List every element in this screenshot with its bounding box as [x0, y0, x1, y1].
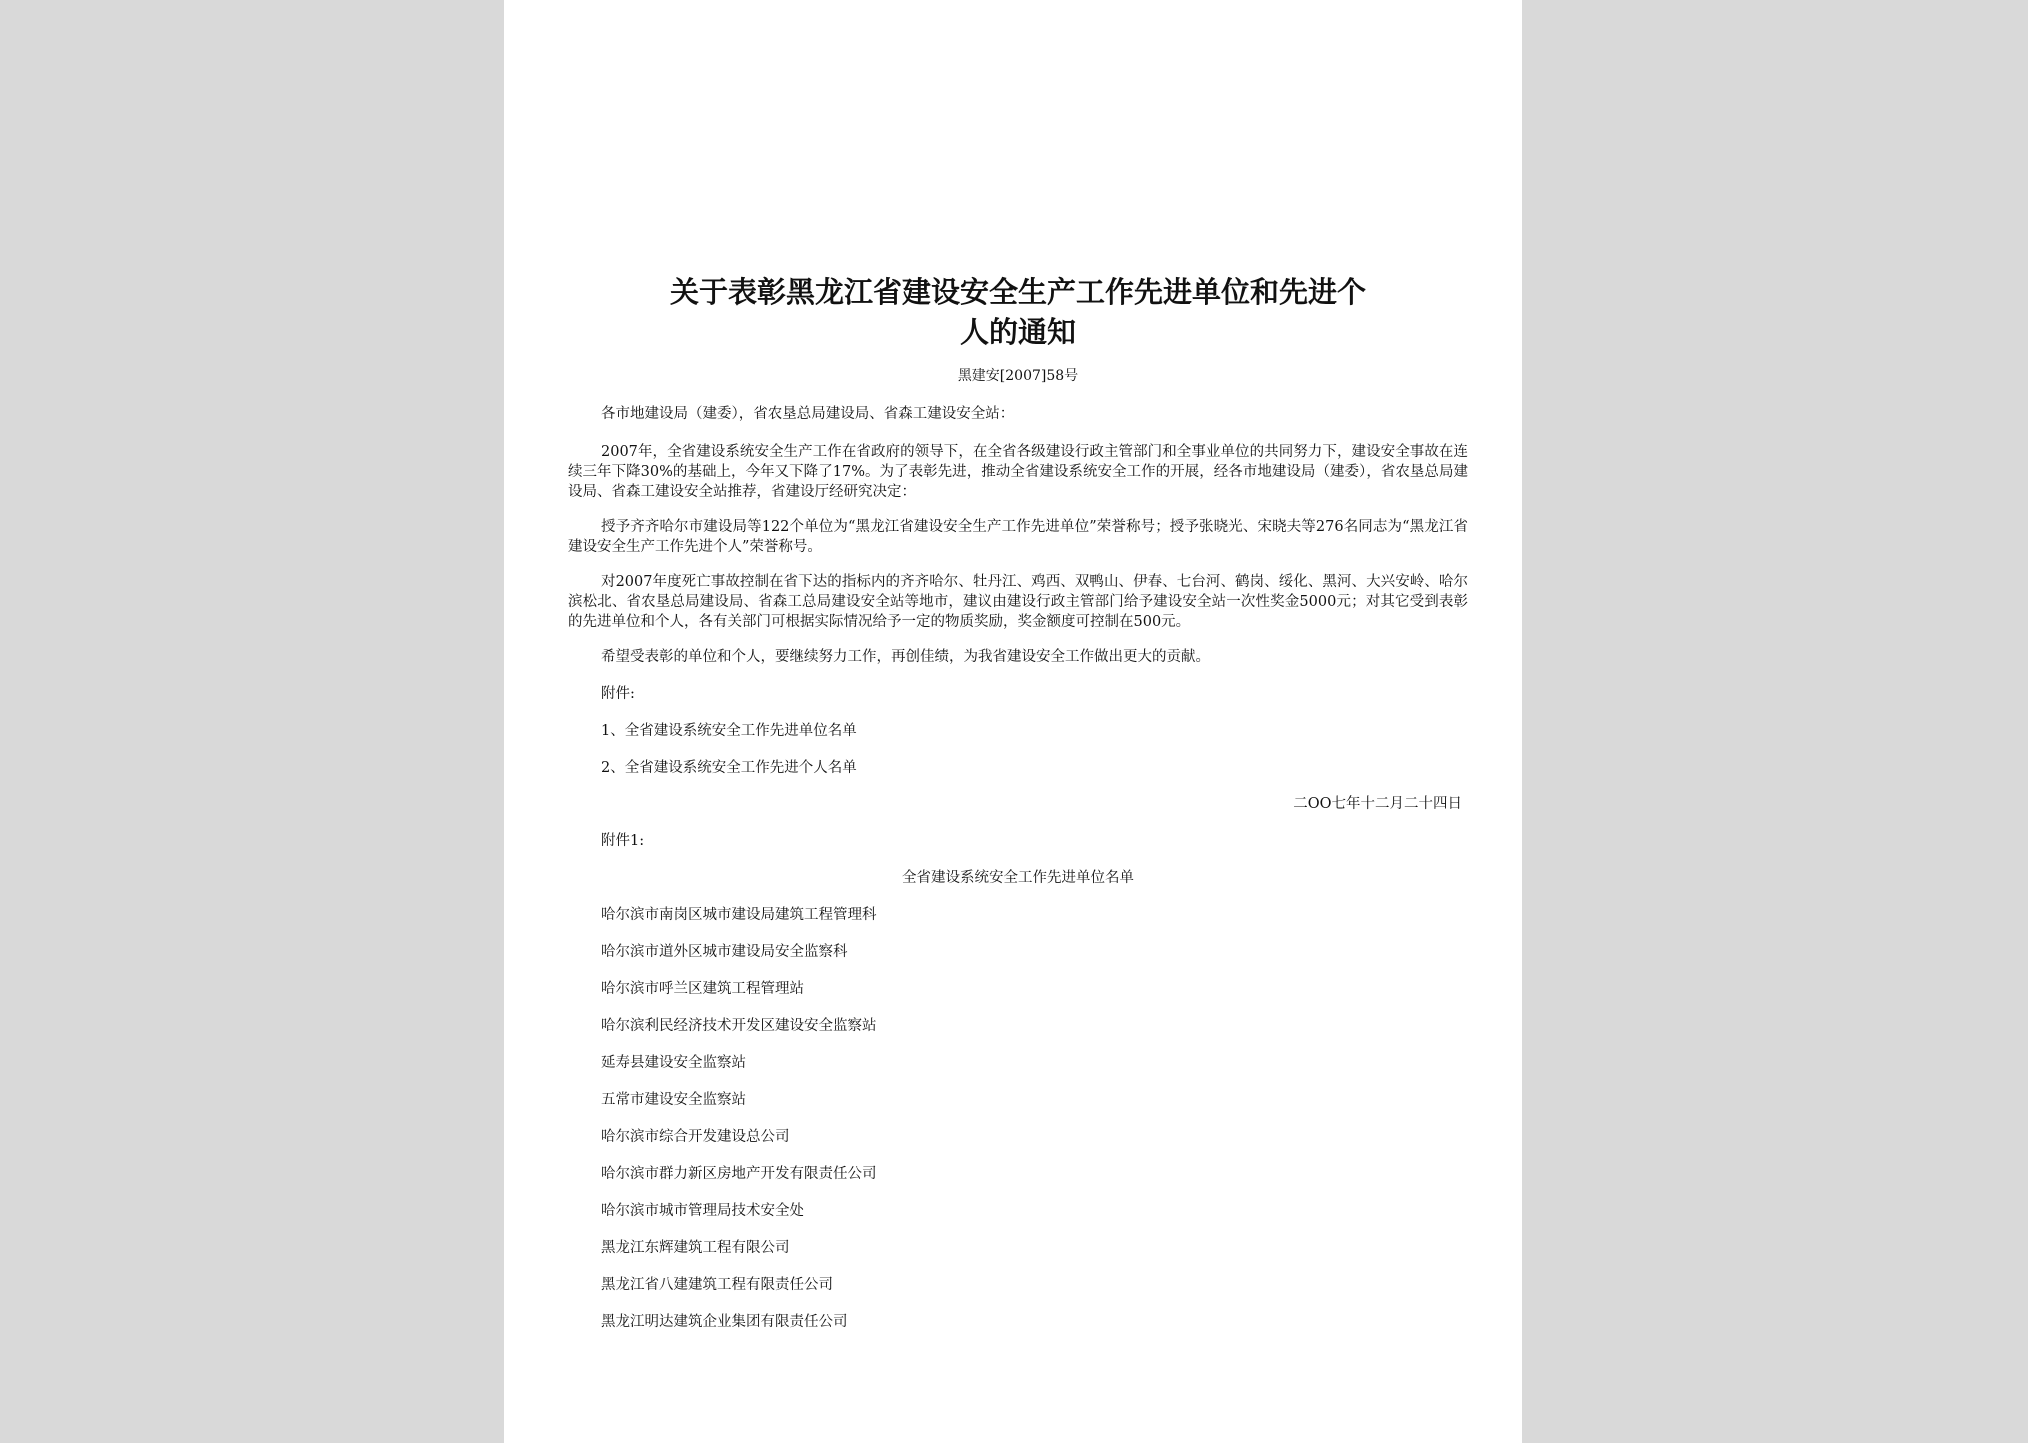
document-number: 黑建安[2007]58号	[957, 368, 1079, 384]
attachment-item: 1、全省建设系统安全工作先进单位名单	[601, 723, 857, 739]
list-item: 哈尔滨市综合开发建设总公司	[601, 1129, 790, 1145]
list-item: 哈尔滨利民经济技术开发区建设安全监察站	[601, 1018, 877, 1034]
list-item: 哈尔滨市呼兰区建筑工程管理站	[601, 981, 804, 997]
list-item: 黑龙江东辉建筑工程有限公司	[601, 1240, 790, 1256]
list-item: 黑龙江明达建筑企业集团有限责任公司	[601, 1314, 848, 1330]
list-item: 哈尔滨市道外区城市建设局安全监察科	[601, 944, 848, 960]
attachment-item: 2、全省建设系统安全工作先进个人名单	[601, 760, 857, 776]
attachments-label: 附件:	[601, 686, 635, 702]
salutation: 各市地建设局（建委），省农垦总局建设局、省森工建设安全站：	[601, 406, 1015, 422]
attachment1-label: 附件1:	[601, 833, 645, 849]
issue-date: 二OO七年十二月二十四日	[1293, 796, 1462, 812]
list-item: 黑龙江省八建建筑工程有限责任公司	[601, 1277, 833, 1293]
list-item: 哈尔滨市南岗区城市建设局建筑工程管理科	[601, 907, 877, 923]
document-title	[568, 272, 1468, 352]
paragraph: 2007年，全省建设系统安全生产工作在省政府的领导下，在全省各级建设行政主管部门和全事业单位的共同努力下，建设安全事故在连续三年下降30%的基础上，今年又下降了17%。为了表彰先进，推动全省建设系统安全工作的开展，经各市地建设局（建委），省农垦总局建设局、省森工建设安全站推荐，省建设厅经研究决定：	[568, 444, 1468, 500]
title-line-1: 关于表彰黑龙江省建设安全生产工作先进单位和先进个	[669, 275, 1366, 309]
paragraph: 对2007年度死亡事故控制在省下达的指标内的齐齐哈尔、牡丹江、鸡西、双鸭山、伊春、七台河、鹤岗、绥化、黑河、大兴安岭、哈尔滨松北、省农垦总局建设局、省森工总局建设安全站等地市，建议由建设行政主管部门给予建设安全站一次性奖金5000元；对其它受到表彰的先进单位和个人，各有关部门可根据实际情况给予一定的物质奖励，奖金额度可控制在500元。	[568, 574, 1468, 630]
paragraph: 希望受表彰的单位和个人，要继续努力工作，再创佳绩，为我省建设安全工作做出更大的贡献。	[601, 649, 1210, 665]
list-item: 五常市建设安全监察站	[601, 1092, 746, 1108]
list-item: 哈尔滨市城市管理局技术安全处	[601, 1203, 804, 1219]
title-line-2: 人的通知	[959, 315, 1076, 349]
unit-list	[568, 905, 1468, 1332]
attachment1-title: 全省建设系统安全工作先进单位名单	[902, 870, 1134, 886]
list-item: 哈尔滨市群力新区房地产开发有限责任公司	[601, 1166, 877, 1182]
list-item: 延寿县建设安全监察站	[601, 1055, 746, 1071]
document-body	[568, 272, 1468, 1349]
paragraph: 授予齐齐哈尔市建设局等122个单位为“黑龙江省建设安全生产工作先进单位”荣誉称号；授予张晓光、宋晓夫等276名同志为“黑龙江省建设安全生产工作先进个人”荣誉称号。	[568, 519, 1468, 555]
document-page	[504, 0, 1522, 1443]
